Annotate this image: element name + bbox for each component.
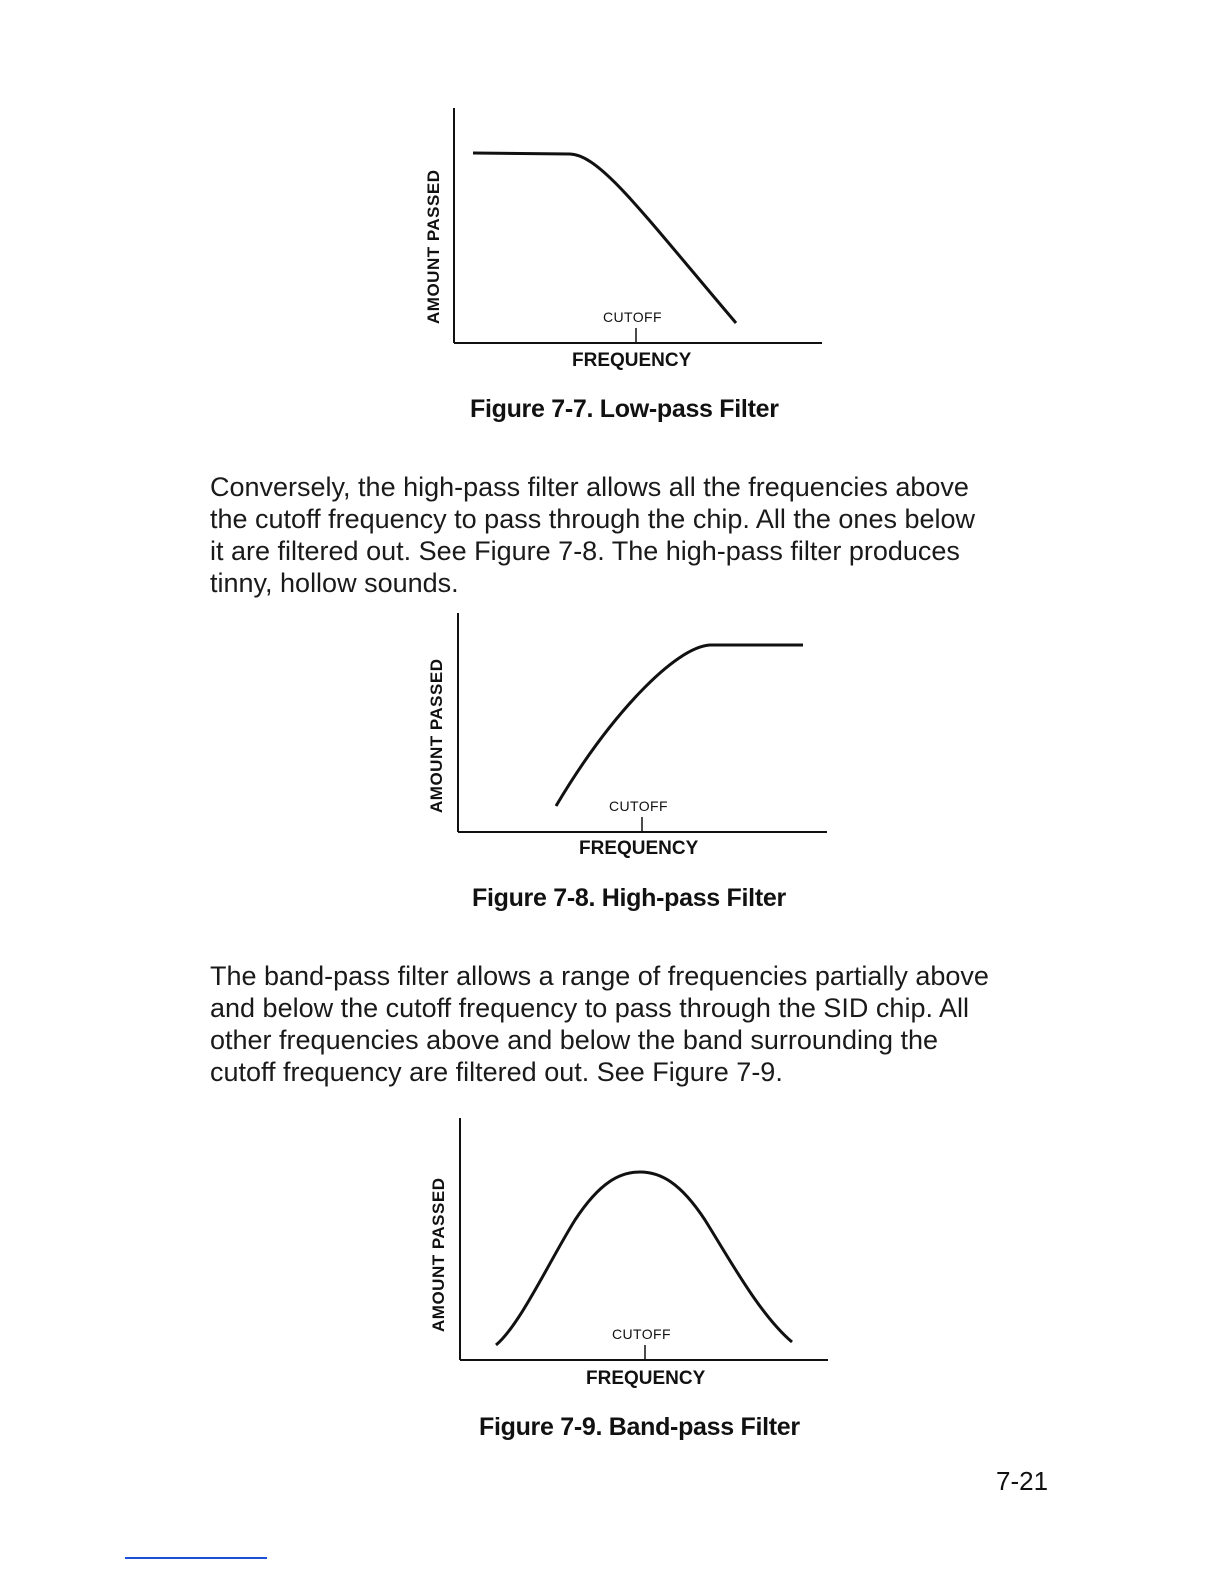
x-axis-label: FREQUENCY — [586, 1368, 706, 1389]
footer-rule — [125, 1557, 267, 1559]
paragraph-line: it are filtered out. See Figure 7-8. The high-pass filter produces — [210, 536, 960, 566]
paragraph-line: cutoff frequency are filtered out. See Figure 7-9. — [210, 1057, 783, 1087]
paragraph-line: the cutoff frequency to pass through the chip. All the ones below — [210, 504, 976, 534]
low-pass-curve — [473, 153, 736, 323]
cutoff-label: CUTOFF — [612, 1326, 671, 1342]
figure-band-pass — [410, 1110, 830, 1390]
paragraph-line: The band-pass filter allows a range of frequencies partially above — [210, 961, 989, 991]
paragraph-band-pass — [210, 960, 1070, 1088]
figure-caption-7-9: Figure 7-9. Band-pass Filter — [479, 1413, 800, 1441]
paragraph-line: Conversely, the high-pass filter allows all the frequencies above — [210, 472, 969, 502]
high-pass-graph — [410, 605, 830, 860]
y-axis-label: AMOUNT PASSED — [424, 169, 443, 324]
x-axis-label: FREQUENCY — [579, 838, 699, 859]
paragraph-high-pass — [210, 471, 1070, 599]
page-number: 7-21 — [996, 1466, 1049, 1496]
paragraph-line: tinny, hollow sounds. — [210, 568, 459, 598]
figure-low-pass — [410, 100, 830, 385]
figure-high-pass — [410, 605, 830, 860]
high-pass-curve — [556, 645, 803, 806]
band-pass-curve — [496, 1172, 792, 1345]
cutoff-label: CUTOFF — [603, 309, 662, 325]
band-pass-graph — [410, 1110, 830, 1390]
low-pass-graph — [410, 100, 830, 385]
y-axis-label: AMOUNT PASSED — [427, 658, 446, 813]
figure-caption-7-7: Figure 7-7. Low-pass Filter — [470, 395, 779, 423]
x-axis-label: FREQUENCY — [572, 350, 692, 371]
figure-caption-7-8: Figure 7-8. High-pass Filter — [472, 884, 786, 912]
y-axis-label: AMOUNT PASSED — [429, 1177, 448, 1332]
cutoff-label: CUTOFF — [609, 798, 668, 814]
paragraph-line: and below the cutoff frequency to pass through the SID chip. All — [210, 993, 969, 1023]
paragraph-line: other frequencies above and below the band surrounding the — [210, 1025, 939, 1055]
